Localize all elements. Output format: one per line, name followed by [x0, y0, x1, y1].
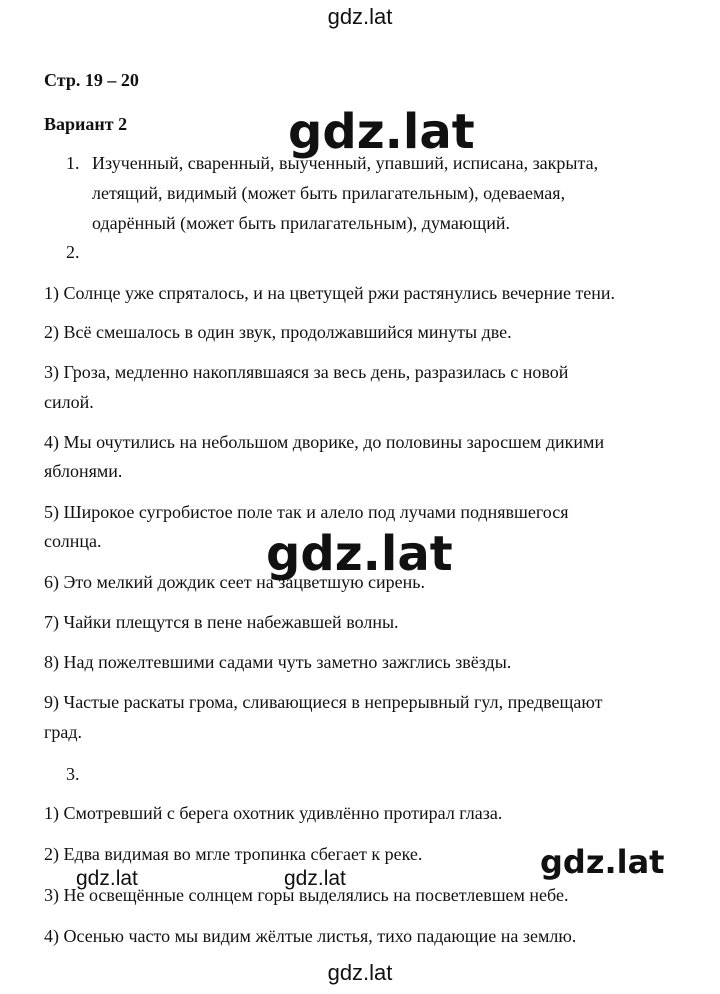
task1-line: летящий, видимый (может быть прилагательным), одеваемая, — [92, 183, 566, 203]
task2-number: 2. — [66, 242, 80, 262]
watermark-lower-center: gdz.lat — [284, 867, 346, 890]
task3-sentence: 4) Осенью часто мы видим жёлтые листья, тихо падающие на землю. — [44, 926, 577, 946]
task2-sentence: 2) Всё смешалось в один звук, продолжавшийся минуты две. — [44, 322, 512, 342]
task1-number: 1. — [66, 153, 80, 173]
task1-line: Изученный, сваренный, выученный, упавший, исписана, закрыта, — [92, 153, 599, 173]
variant-heading: Вариант 2 — [44, 114, 128, 134]
task3-number: 3. — [66, 764, 80, 784]
task2-sentence-cont: силой. — [44, 392, 94, 412]
watermark-bottom: gdz.lat — [327, 960, 393, 985]
task2-sentence: 4) Мы очутились на небольшом дворике, до половины заросшем дикими — [44, 432, 605, 452]
task2-sentence: 7) Чайки плещутся в пене набежавшей волны. — [44, 612, 399, 632]
task2-sentence: 5) Широкое сугробистое поле так и алело под лучами поднявшегося — [44, 502, 569, 522]
watermark-lower-right: gdz.lat — [540, 843, 665, 881]
task2-sentence: 9) Частые раскаты грома, сливающиеся в непрерывный гул, предвещают — [44, 692, 603, 712]
task3-sentence: 3) Не освещённые солнцем горы выделялись на посветлевшем небе. — [44, 885, 569, 905]
watermark-middle: gdz.lat — [266, 526, 453, 582]
page-reference: Стр. 19 – 20 — [44, 70, 139, 90]
watermark-top: gdz.lat — [327, 4, 393, 29]
task2-sentence-cont: солнца. — [44, 531, 102, 551]
task2-sentence: 6) Это мелкий дождик сеет на зацветшую сирень. — [44, 572, 425, 592]
task2-sentence: 3) Гроза, медленно накоплявшаяся за весь день, разразилась с новой — [44, 362, 569, 382]
task2-sentence: 8) Над пожелтевшими садами чуть заметно зажглись звёзды. — [44, 652, 512, 672]
task3-sentence: 2) Едва видимая во мгле тропинка сбегает к реке. — [44, 844, 423, 864]
task3-sentence: 1) Смотревший с берега охотник удивлённо протирал глаза. — [44, 803, 503, 823]
task1-line: одарённый (может быть прилагательным), думающий. — [92, 213, 510, 233]
task2-sentence-cont: град. — [44, 722, 83, 742]
watermark-upper: gdz.lat — [288, 104, 475, 160]
task2-sentence: 1) Солнце уже спряталось, и на цветущей ржи растянулись вечерние тени. — [44, 283, 616, 303]
watermark-lower-left: gdz.lat — [76, 867, 138, 890]
task2-sentence-cont: яблонями. — [44, 461, 123, 481]
